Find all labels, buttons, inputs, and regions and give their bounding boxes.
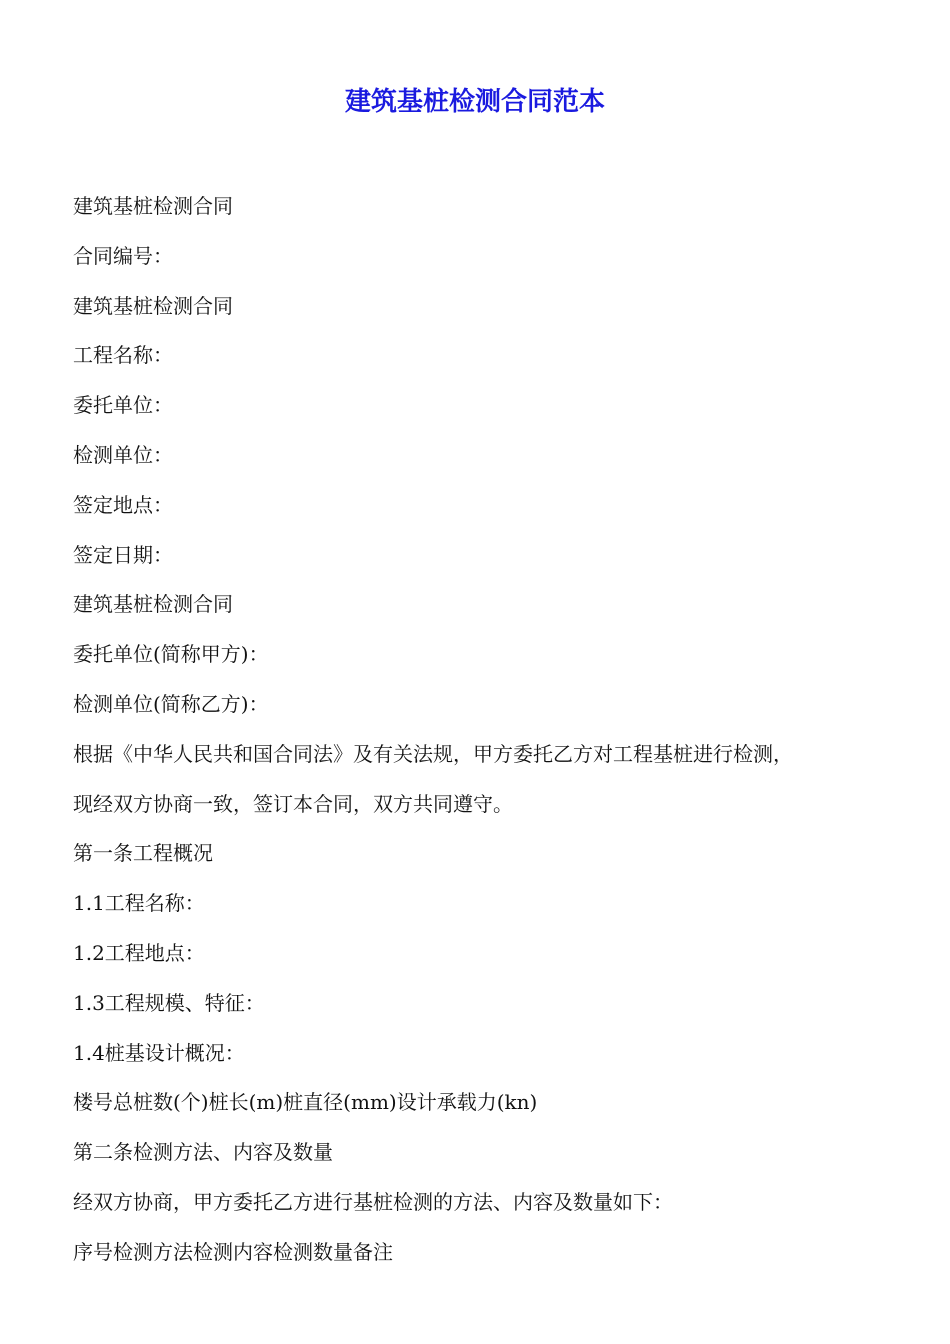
signing-place-field: 签定地点： (73, 492, 173, 517)
preamble-line-1: 根据《中华人民共和国合同法》及有关法规，甲方委托乙方对工程基桩进行检测， (73, 741, 793, 766)
pile-table-header: 楼号总桩数(个)桩长(m)桩直径(mm)设计承载力(kn) (73, 1090, 538, 1115)
signing-date-field: 签定日期： (73, 542, 173, 567)
clause-1-3: 1.3工程规模、特征： (73, 990, 265, 1015)
method-table-header: 序号检测方法检测内容检测数量备注 (73, 1239, 393, 1264)
party-b-field: 检测单位(简称乙方)： (73, 691, 269, 716)
document-body (73, 182, 893, 1278)
party-a-field: 委托单位(简称甲方)： (73, 642, 269, 667)
article-2-heading: 第二条检测方法、内容及数量 (73, 1140, 333, 1165)
contract-heading-repeat: 建筑基桩检测合同 (73, 293, 233, 318)
article-2-intro: 经双方协商，甲方委托乙方进行基桩检测的方法、内容及数量如下： (73, 1189, 673, 1214)
contract-number-field: 合同编号： (73, 243, 173, 268)
testing-unit-field: 检测单位： (73, 442, 173, 467)
preamble-line-2: 现经双方协商一致，签订本合同，双方共同遵守。 (73, 791, 513, 816)
document-title: 建筑基桩检测合同范本 (344, 87, 605, 117)
contract-heading: 建筑基桩检测合同 (73, 194, 233, 218)
contract-heading-repeat-2: 建筑基桩检测合同 (73, 592, 233, 617)
project-name-field: 工程名称： (73, 343, 173, 368)
clause-1-1: 1.1工程名称： (73, 891, 205, 916)
article-1-heading: 第一条工程概况 (73, 841, 213, 866)
clause-1-2: 1.2工程地点： (73, 940, 205, 965)
clause-1-4: 1.4桩基设计概况： (73, 1040, 245, 1065)
client-unit-field: 委托单位： (73, 393, 173, 418)
